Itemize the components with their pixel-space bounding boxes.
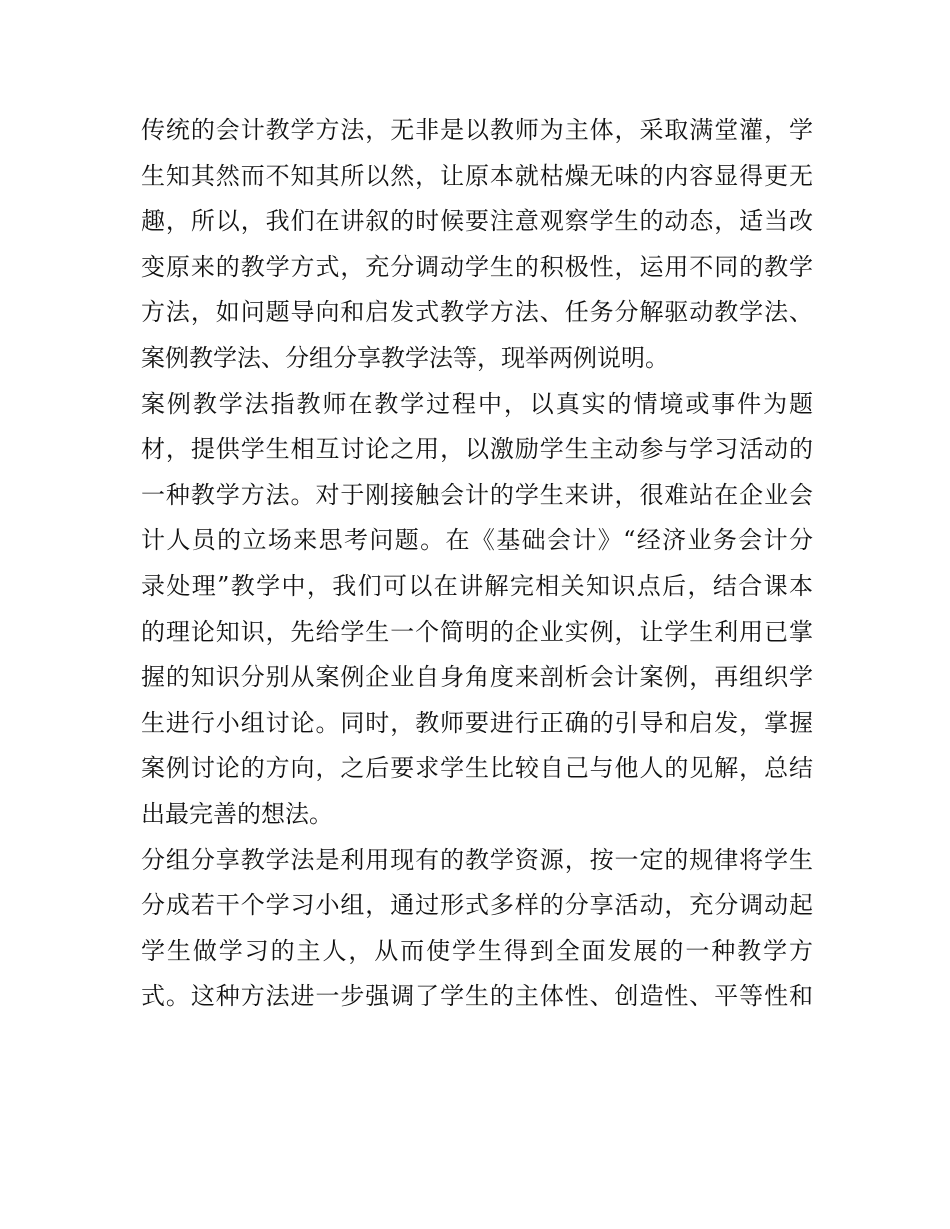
document-body (141, 108, 813, 1020)
text-line: 生进行小组讨论。同时，教师要进行正确的引导和启发，掌握 (141, 708, 813, 737)
text-line: 学生做学习的主人，从而使学生得到全面发展的一种教学方 (141, 936, 813, 965)
text-line: 计人员的立场来思考问题。在《基础会计》“经济业务会计分 (141, 526, 813, 555)
text-line: 握的知识分别从案例企业自身角度来剖析会计案例，再组织学 (141, 663, 813, 692)
text-line: 的理论知识，先给学生一个简明的企业实例，让学生利用已掌 (141, 617, 813, 646)
text-line: 分组分享教学法是利用现有的教学资源，按一定的规律将学生 (141, 845, 813, 874)
text-line: 式。这种方法进一步强调了学生的主体性、创造性、平等性和 (141, 982, 813, 1011)
text-line: 案例讨论的方向，之后要求学生比较自己与他人的见解，总结 (141, 754, 813, 783)
text-line: 生知其然而不知其所以然，让原本就枯燥无味的内容显得更无 (141, 161, 813, 190)
text-line: 案例教学法、分组分享教学法等，现举两例说明。 (141, 343, 669, 372)
text-line: 分成若干个学习小组，通过形式多样的分享活动，充分调动起 (141, 891, 813, 920)
paragraph-group-sharing (141, 838, 813, 1020)
text-line: 传统的会计教学方法，无非是以教师为主体，采取满堂灌，学 (141, 116, 813, 144)
text-line: 材，提供学生相互讨论之用，以激励学生主动参与学习活动的 (141, 435, 813, 464)
text-line: 出最完善的想法。 (141, 799, 333, 828)
text-line: 一种教学方法。对于刚接触会计的学生来讲，很难站在企业会 (141, 480, 813, 509)
text-line: 变原来的教学方式，充分调动学生的积极性，运用不同的教学 (141, 252, 813, 281)
text-line: 趣，所以，我们在讲叙的时候要注意观察学生的动态，适当改 (141, 207, 813, 236)
text-line: 方法，如问题导向和启发式教学方法、任务分解驱动教学法、 (141, 298, 813, 327)
paragraph-case-teaching (141, 382, 813, 838)
paragraph-traditional-methods (141, 108, 813, 382)
text-line: 录处理”教学中，我们可以在讲解完相关知识点后，结合课本 (141, 571, 813, 600)
text-line: 案例教学法指教师在教学过程中，以真实的情境或事件为题 (141, 389, 813, 418)
